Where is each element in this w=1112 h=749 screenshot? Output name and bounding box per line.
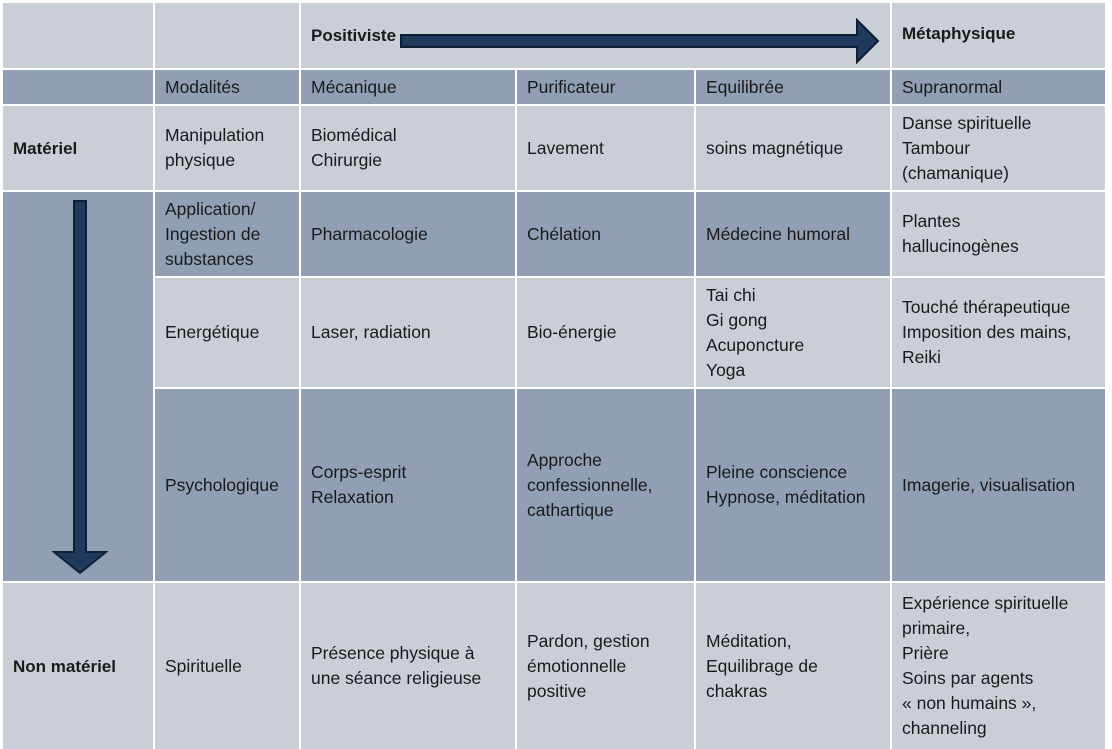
table-cell: Pardon, gestion émotionnelle positive xyxy=(517,583,694,749)
table-cell: Tai chi Gi gong Acuponcture Yoga xyxy=(696,278,890,387)
column-header-modalites: Modalités xyxy=(155,70,299,104)
table-cell: Pleine conscience Hypnose, méditation xyxy=(696,389,890,581)
modality-cell: Manipulation physique xyxy=(155,106,299,190)
modality-cell: Psychologique xyxy=(155,389,299,581)
table-cell: Imagerie, visualisation xyxy=(892,389,1105,581)
table-cell: Plantes hallucinogènes xyxy=(892,192,1105,276)
table-cell: Lavement xyxy=(517,106,694,190)
table-cell: Bio-énergie xyxy=(517,278,694,387)
table-cell: Approche confessionnelle, cathartique xyxy=(517,389,694,581)
modality-cell: Energétique xyxy=(155,278,299,387)
table-cell: Chélation xyxy=(517,192,694,276)
axis-left-label: Positiviste xyxy=(311,26,397,45)
row-label-non-materiel-cell xyxy=(3,583,153,749)
row-label-materiel-cell xyxy=(3,106,153,190)
table-cell: soins magnétique xyxy=(696,106,890,190)
table-cell: Corps-esprit Relaxation xyxy=(301,389,515,581)
header-empty-cell xyxy=(155,3,299,68)
table-cell: Pharmacologie xyxy=(301,192,515,276)
row-label-non-materiel: Non matériel xyxy=(13,656,116,676)
column-header-purificateur: Purificateur xyxy=(517,70,694,104)
arrow-down-icon xyxy=(52,200,108,576)
table-cell: Médecine humoral xyxy=(696,192,890,276)
table-cell: Présence physique à une séance religieuse xyxy=(301,583,515,749)
arrow-right-icon xyxy=(400,18,880,64)
axis-right-label: Métaphysique xyxy=(902,23,1016,43)
table-cell: Méditation, Equilibrage de chakras xyxy=(696,583,890,749)
column-header-mecanique: Mécanique xyxy=(301,70,515,104)
row-label-materiel: Matériel xyxy=(13,138,78,158)
table-cell: Danse spirituelle Tambour (chamanique) xyxy=(892,106,1105,190)
header-corner-cell xyxy=(3,3,153,68)
modality-cell: Application/ Ingestion de substances xyxy=(155,192,299,276)
column-header-equilibree: Equilibrée xyxy=(696,70,890,104)
table-cell: Laser, radiation xyxy=(301,278,515,387)
modality-cell: Spirituelle xyxy=(155,583,299,749)
table-cell: Touché thérapeutique Imposition des mains, Reiki xyxy=(892,278,1105,387)
table-cell: Expérience spirituelle primaire, Prière Soins par agents « non humains », channeling xyxy=(892,583,1105,749)
table-cell: Biomédical Chirurgie xyxy=(301,106,515,190)
column-header-supranormal: Supranormal xyxy=(892,70,1105,104)
header-right-cell xyxy=(892,3,1105,68)
column-header-blank xyxy=(3,70,153,104)
